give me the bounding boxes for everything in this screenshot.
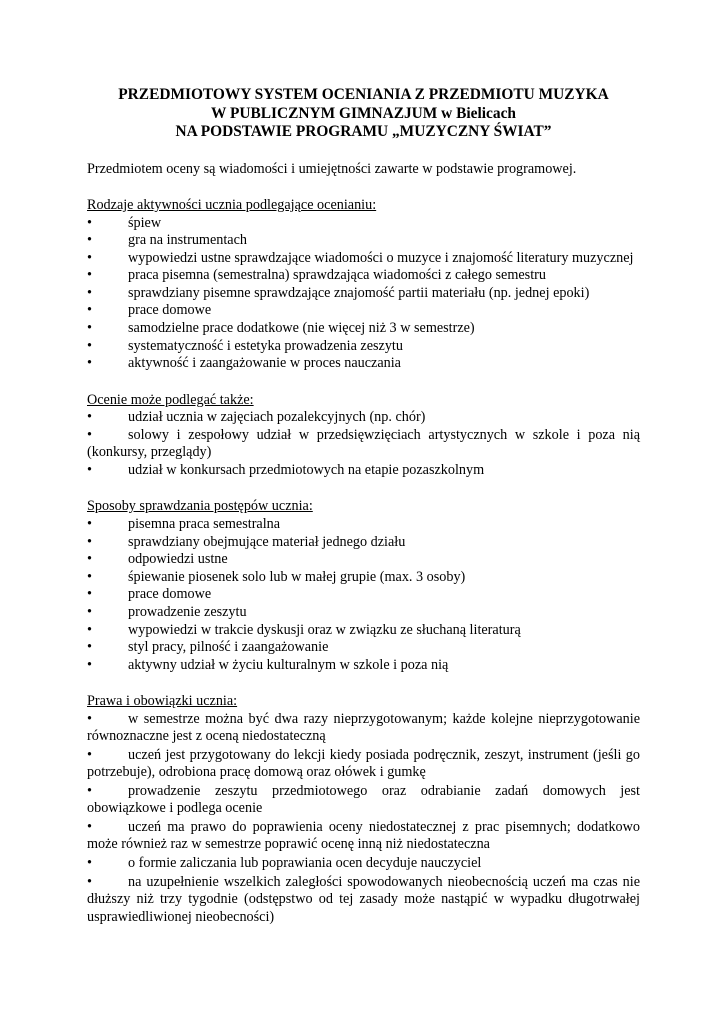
bullet-icon: • [87,533,92,550]
list-item: • pisemna praca semestralna [87,516,281,533]
bullet-icon: • [87,232,92,249]
bullet-icon: • [87,568,92,585]
bullet-icon: • [87,461,92,478]
list-item: • uczeń ma prawo do poprawienia oceny niedostatecznej z prac pisemnych; dodatkowo może również raz w semestrze poprawić ocenę inną niż niedostateczna [87,818,640,853]
list-item: • prace domowe [87,586,212,603]
list-item: • śpiew [87,214,162,231]
title-line-3: NA PODSTAWIE PROGRAMU „MUZYCZNY ŚWIAT” [175,123,552,140]
bullet-icon: • [87,621,92,638]
list-item: • prowadzenie zeszytu [87,604,247,620]
list-item: • praca pisemna (semestralna) sprawdzająca wiadomości z całego semestru [87,267,546,284]
bullet-icon: • [87,656,92,673]
section-student-rights [87,693,640,926]
bullet-icon: • [87,409,92,426]
section-heading: Prawa i obowiązki ucznia: [87,693,238,710]
list-item: • śpiewanie piosenek solo lub w małej grupie (max. 3 osoby) [87,568,466,585]
list-item: • uczeń jest przygotowany do lekcji kiedy posiada podręcznik, zeszyt, instrument (jeśli go potrzebuje), odrobiona pracę domową oraz ołówek i gumkę [87,746,640,781]
bullet-icon: • [87,782,92,799]
bullet-icon: • [87,604,92,620]
title-line-2: W PUBLICZNYM GIMNAZJUM w Bielicach [211,104,516,122]
list-item: • aktywny udział w życiu kulturalnym w szkole i poza nią [87,656,449,673]
list-item: • udział ucznia w zajęciach pozalekcyjnych (np. chór) [87,409,426,426]
list-item: • na uzupełnienie wszelkich zaległości spowodowanych nieobecnością uczeń ma czas nie dłuższy niż trzy tygodnie (odstępstwo od tej zasady może nastąpić w wypadku długotrwałej usprawiedliwionej nieobecności) [87,873,640,925]
list-item: • styl pracy, pilność i zaangażowanie [87,639,329,656]
bullet-icon: • [87,267,92,284]
bullet-icon: • [87,854,92,871]
bullet-icon: • [87,873,92,890]
list-item: • aktywność i zaangażowanie w proces nauczania [87,355,401,372]
bullet-icon: • [87,427,92,444]
list-item: • gra na instrumentach [87,232,247,249]
bullet-icon: • [87,337,92,354]
intro-paragraph: Przedmiotem oceny są wiadomości i umiejętności zawarte w podstawie programowej. [87,160,577,177]
section-heading: Ocenie może podlegać także: [87,391,254,408]
bullet-icon: • [87,284,92,301]
list-item: • udział w konkursach przedmiotowych na etapie pozaszkolnym [87,461,485,478]
bullet-icon: • [87,710,92,727]
list-item: • wypowiedzi w trakcie dyskusji oraz w związku ze słuchaną literaturą [87,621,521,638]
list-item: • prowadzenie zeszytu przedmiotowego oraz odrabianie zadań domowych jest obowiązkowe i podlega ocenie [87,782,640,817]
list-item: • systematyczność i estetyka prowadzenia zeszytu [87,337,403,354]
bullet-icon: • [87,320,92,337]
bullet-icon: • [87,746,92,763]
bullet-list [87,409,640,479]
list-item: • w semestrze można być dwa razy nieprzygotowanym; każde kolejne nieprzygotowanie równoznaczne jest z oceną niedostateczną [87,710,640,745]
list-item: • sprawdziany obejmujące materiał jednego działu [87,533,406,550]
section-heading: Sposoby sprawdzania postępów ucznia: [87,498,313,515]
bullet-icon: • [87,355,92,372]
list-item: • solowy i zespołowy udział w przedsięwzięciach artystycznych w szkole i poza nią (konkursy, przeglądy) [87,427,640,461]
list-item: • o formie zaliczania lub poprawiania ocen decyduje nauczyciel [87,854,482,871]
list-item: • samodzielne prace dodatkowe (nie więcej niż 3 w semestrze) [87,320,475,337]
document-page [87,86,640,927]
bullet-list [87,711,640,926]
bullet-icon: • [87,586,92,603]
bullet-icon: • [87,214,92,231]
section-progress-methods [87,498,640,674]
bullet-icon: • [87,818,92,835]
list-item: • odpowiedzi ustne [87,551,228,568]
bullet-icon: • [87,551,92,568]
list-item: • wypowiedzi ustne sprawdzające wiadomości o muzyce i znajomość literatury muzycznej [87,249,634,266]
section-assessed-activities [87,197,640,373]
document-title [87,86,640,142]
section-additional-assessment [87,392,640,480]
list-item: • sprawdziany pisemne sprawdzające znajomość partii materiału (np. jednej epoki) [87,284,590,301]
bullet-icon: • [87,249,92,266]
bullet-icon: • [87,302,92,319]
bullet-list [87,215,640,373]
section-heading: Rodzaje aktywności ucznia podlegające ocenianiu: [87,197,377,214]
list-item: • prace domowe [87,302,212,319]
bullet-icon: • [87,516,92,533]
bullet-list [87,516,640,674]
title-line-1: PRZEDMIOTOWY SYSTEM OCENIANIA Z PRZEDMIOTU MUZYKA [118,86,609,103]
bullet-icon: • [87,639,92,656]
